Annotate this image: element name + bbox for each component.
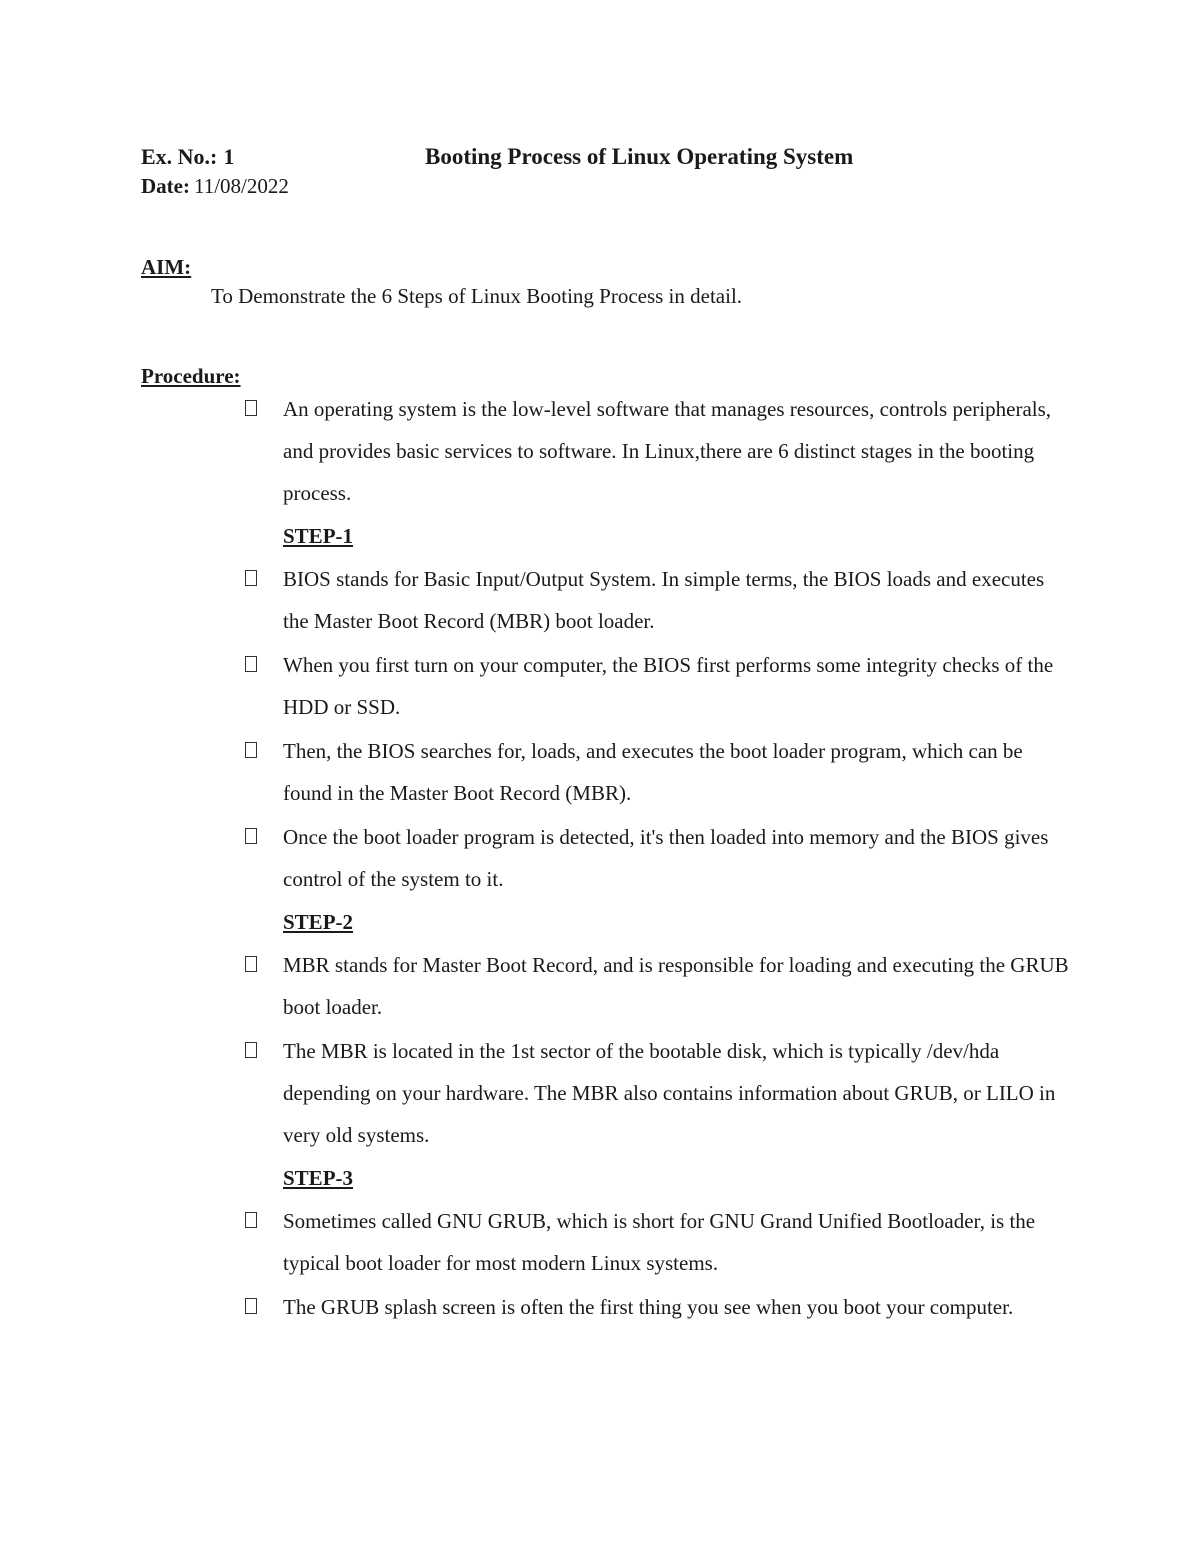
list-item bbox=[245, 1286, 1075, 1328]
list-item-text: Once the boot loader program is detected, it's then loaded into memory and the BIOS gives control of the system to it. bbox=[283, 825, 1049, 891]
bullet-box-icon bbox=[245, 656, 257, 672]
list-item bbox=[245, 558, 1075, 642]
bullet-box-icon bbox=[245, 956, 257, 972]
list-item bbox=[245, 730, 1075, 814]
date-value: 11/08/2022 bbox=[193, 174, 289, 198]
aim-heading: AIM: bbox=[141, 255, 192, 279]
list-item-text: BIOS stands for Basic Input/Output System. In simple terms, the BIOS loads and executes the Master Boot Record (MBR) boot loader. bbox=[283, 567, 1045, 633]
bullet-box-icon bbox=[245, 400, 257, 416]
procedure-heading: Procedure: bbox=[141, 364, 241, 388]
aim-text: To Demonstrate the 6 Steps of Linux Booting Process in detail. bbox=[211, 284, 743, 308]
exercise-number bbox=[141, 144, 234, 170]
date-line bbox=[141, 174, 289, 199]
list-item bbox=[245, 1200, 1075, 1284]
bullet-box-icon bbox=[245, 1212, 257, 1228]
page-title: Booting Process of Linux Operating System bbox=[425, 144, 854, 169]
list-item-text: When you first turn on your computer, the BIOS first performs some integrity checks of the HDD or SSD. bbox=[283, 653, 1054, 719]
bullet-box-icon bbox=[245, 1298, 257, 1314]
list-item-text: MBR stands for Master Boot Record, and is responsible for loading and executing the GRUB boot loader. bbox=[283, 953, 1069, 1019]
step-heading: STEP-2 bbox=[283, 910, 354, 934]
list-item bbox=[245, 944, 1075, 1028]
list-item bbox=[245, 1030, 1075, 1156]
list-item-text: Then, the BIOS searches for, loads, and executes the boot loader program, which can be found in the Master Boot Record (MBR). bbox=[283, 739, 1023, 805]
step-heading: STEP-3 bbox=[283, 1166, 354, 1190]
list-item-text: The GRUB splash screen is often the first thing you see when you boot your computer. bbox=[283, 1295, 1014, 1319]
list-item bbox=[245, 644, 1075, 728]
list-item bbox=[245, 388, 1075, 514]
list-item-text: Sometimes called GNU GRUB, which is short for GNU Grand Unified Bootloader, is the typical boot loader for most modern Linux systems. bbox=[283, 1209, 1036, 1275]
exercise-number-value: 1 bbox=[223, 144, 235, 169]
bullet-box-icon bbox=[245, 1042, 257, 1058]
bullet-box-icon bbox=[245, 742, 257, 758]
step-heading: STEP-1 bbox=[283, 524, 354, 548]
list-item-text: The MBR is located in the 1st sector of the bootable disk, which is typically /dev/hda depending on your hardware. The MBR also contains information about GRUB, or LILO in very old systems. bbox=[283, 1039, 1056, 1147]
date-label: Date: bbox=[141, 174, 190, 198]
bullet-box-icon bbox=[245, 570, 257, 586]
exercise-number-label: Ex. No.: bbox=[141, 144, 218, 169]
list-item bbox=[245, 816, 1075, 900]
list-item-text: An operating system is the low-level software that manages resources, controls peripherals, and provides basic services to software. In Linux,there are 6 distinct stages in the booting process. bbox=[283, 397, 1052, 505]
bullet-box-icon bbox=[245, 828, 257, 844]
procedure-list bbox=[245, 388, 1075, 1330]
